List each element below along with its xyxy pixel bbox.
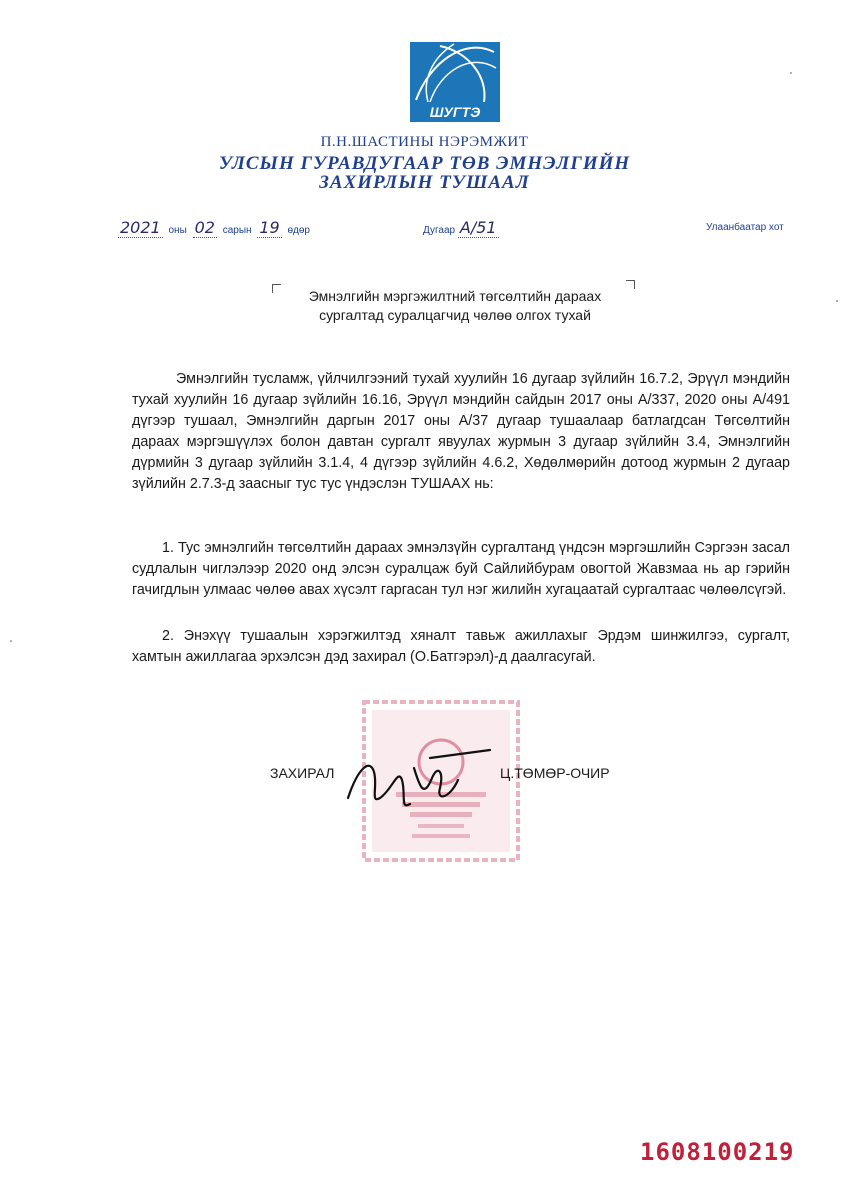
- date-month: 02: [194, 218, 215, 237]
- order-item-2: 2. Энэхүү тушаалын хэрэгжилтэд хяналт тавьж ажиллахыг Эрдэм шинжилгээ, сургалт, хамтын ажиллагаа эрхэлсэн дэд захирал (О.Батгэрэл)-д даалгасугай.: [132, 628, 790, 665]
- signatory-name: Ц.ТӨМӨР-ОЧИР: [500, 765, 610, 781]
- order-number-label: Дугаар: [423, 225, 456, 236]
- signature-icon: [340, 738, 500, 828]
- date-day-label: өдөр: [287, 225, 310, 236]
- handwritten-signature: [340, 738, 500, 828]
- date-year-label: оны: [168, 225, 187, 236]
- header-title-line-1: УЛСЫН ГУРАВДУГААР ТӨВ ЭМНЭЛГИЙН: [218, 153, 631, 174]
- scan-speck: [790, 72, 792, 74]
- date-year: 2021: [120, 218, 161, 237]
- order-number-value: А/51: [459, 218, 497, 237]
- signature-title: ЗАХИРАЛ: [270, 765, 335, 781]
- date-month-label: сарын: [222, 225, 252, 236]
- title-line-1: Эмнэлгийн мэргэжилтний төгсөлтийн дараах: [308, 288, 602, 304]
- date-line: [118, 218, 313, 238]
- scan-speck: [10, 640, 12, 642]
- order-item-1: 1. Тус эмнэлгийн төгсөлтийн дараах эмнэлзүйн сургалтанд үндсэн мэргэшлийн Сэргээн засал судлалын чиглэлээр 2020 онд элсэн суралцаж буй Сайлийбурам овогтой Жавзмаа нь ар гэрийн гачигдлын улмаас чөлөө авах хүсэлт гаргасан тул нэг жилийн хугацаатай сургалтаас чөлөөлсүгэй.: [132, 540, 790, 598]
- logo-text: ШУГТЭ: [429, 104, 481, 120]
- city: Улаанбаатар хот: [706, 222, 784, 233]
- scan-speck: [836, 300, 838, 302]
- document-title: [240, 287, 670, 325]
- title-line-2: сургалтад суралцагчид чөлөө олгох тухай: [319, 307, 591, 323]
- hospital-logo-icon: [410, 42, 500, 122]
- serial-number: 1608100219: [640, 1138, 795, 1166]
- hospital-logo: [410, 42, 500, 122]
- date-day: 19: [259, 218, 280, 237]
- order-number: [423, 218, 499, 237]
- preamble-paragraph: Эмнэлгийн тусламж, үйлчилгээний тухай хуулийн 16 дугаар зүйлийн 16.7.2, Эрүүл мэндийн тухай хуулийн 16 дугаар зүйлийн 16.16, Эрүүл мэндийн сайдын 2017 оны А/337, 2020 оны А/491 дүгээр тушаал, Эмнэлгийн даргын 2017 оны А/37 дугаар тушаалаар батлагдсан Төгсөлтийн дараах мэргэшүүлэх болон давтан сургалт явуулах журмын 3 дугаар зүйлийн 3.4, Эмнэлгийн дүрмийн 3 дугаар зүйлийн 3.1.4, 4 дүгээр зүйлийн 4.6.2, Хөдөлмөрийн дотоод журмын 2 дугаар зүйлийн 2.7.3-д заасныг тус тус үндэслэн ТУШААХ нь:: [132, 371, 790, 492]
- header-title-line-2: ЗАХИРЛЫН ТУШААЛ: [319, 172, 530, 193]
- header-subtitle: П.Н.ШАСТИНЫ НЭРЭМЖИТ: [320, 134, 529, 150]
